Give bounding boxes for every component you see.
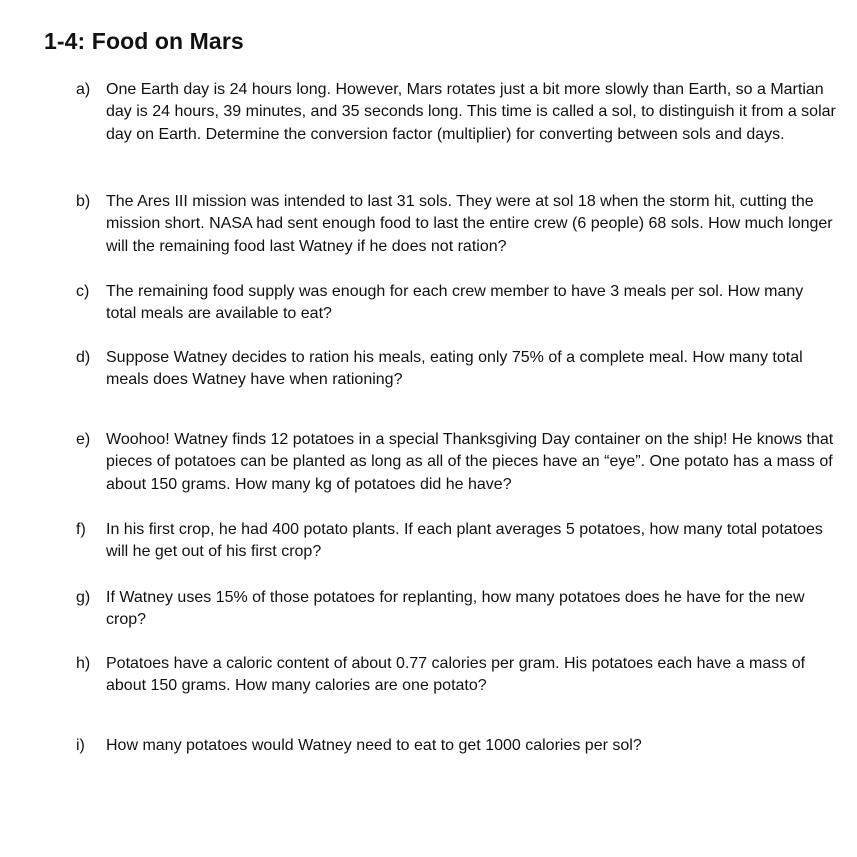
question-d [76, 347, 836, 392]
question-h [76, 653, 836, 698]
question-a [76, 79, 836, 146]
question-text: Potatoes have a caloric content of about 0.77 calories per gram. His potatoes each have a mass of about 150 grams. How many calories are one potato? [106, 655, 806, 695]
question-b [76, 191, 836, 258]
question-text: One Earth day is 24 hours long. However, Mars rotates just a bit more slowly than Earth, so a Martian day is 24 hours, 39 minutes, and 35 seconds long. This time is called a sol, to distinguish it from a solar day on Earth. Determine the conversion factor (multiplier) for converting between sols and days. [106, 81, 836, 143]
question-letter: a) [76, 81, 91, 98]
question-letter: b) [76, 193, 91, 210]
question-text: If Watney uses 15% of those potatoes for replanting, how many potatoes does he have for the new crop? [106, 589, 805, 629]
question-letter: e) [76, 431, 91, 448]
question-g [76, 587, 836, 632]
question-letter: h) [76, 655, 91, 672]
question-e [76, 429, 836, 496]
question-c [76, 281, 836, 326]
question-text: The remaining food supply was enough for each crew member to have 3 meals per sol. How many total meals are available to eat? [106, 283, 804, 323]
question-letter: i) [76, 737, 85, 754]
question-i [76, 735, 836, 757]
question-text: Woohoo! Watney finds 12 potatoes in a special Thanksgiving Day container on the ship! He knows that pieces of potatoes can be planted as long as all of the pieces have an “eye”. One potato has a mass of about 150 grams. How many kg of potatoes did he have? [106, 431, 834, 493]
question-letter: g) [76, 589, 91, 606]
question-text: Suppose Watney decides to ration his meals, eating only 75% of a complete meal. How many total meals does Watney have when rationing? [106, 349, 803, 389]
question-letter: d) [76, 349, 91, 366]
page-title: 1-4: Food on Mars [44, 28, 244, 54]
question-text: The Ares III mission was intended to last 31 sols. They were at sol 18 when the storm hit, cutting the mission short. NASA had sent enough food to last the entire crew (6 people) 68 sols. How much longer will the remaining food last Watney if he does not ration? [106, 193, 833, 255]
question-f [76, 519, 836, 564]
question-letter: c) [76, 283, 90, 300]
question-text: In his first crop, he had 400 potato plants. If each plant averages 5 potatoes, how many total potatoes will he get out of his first crop? [106, 521, 823, 561]
question-text: How many potatoes would Watney need to eat to get 1000 calories per sol? [106, 737, 642, 754]
question-letter: f) [76, 521, 86, 538]
